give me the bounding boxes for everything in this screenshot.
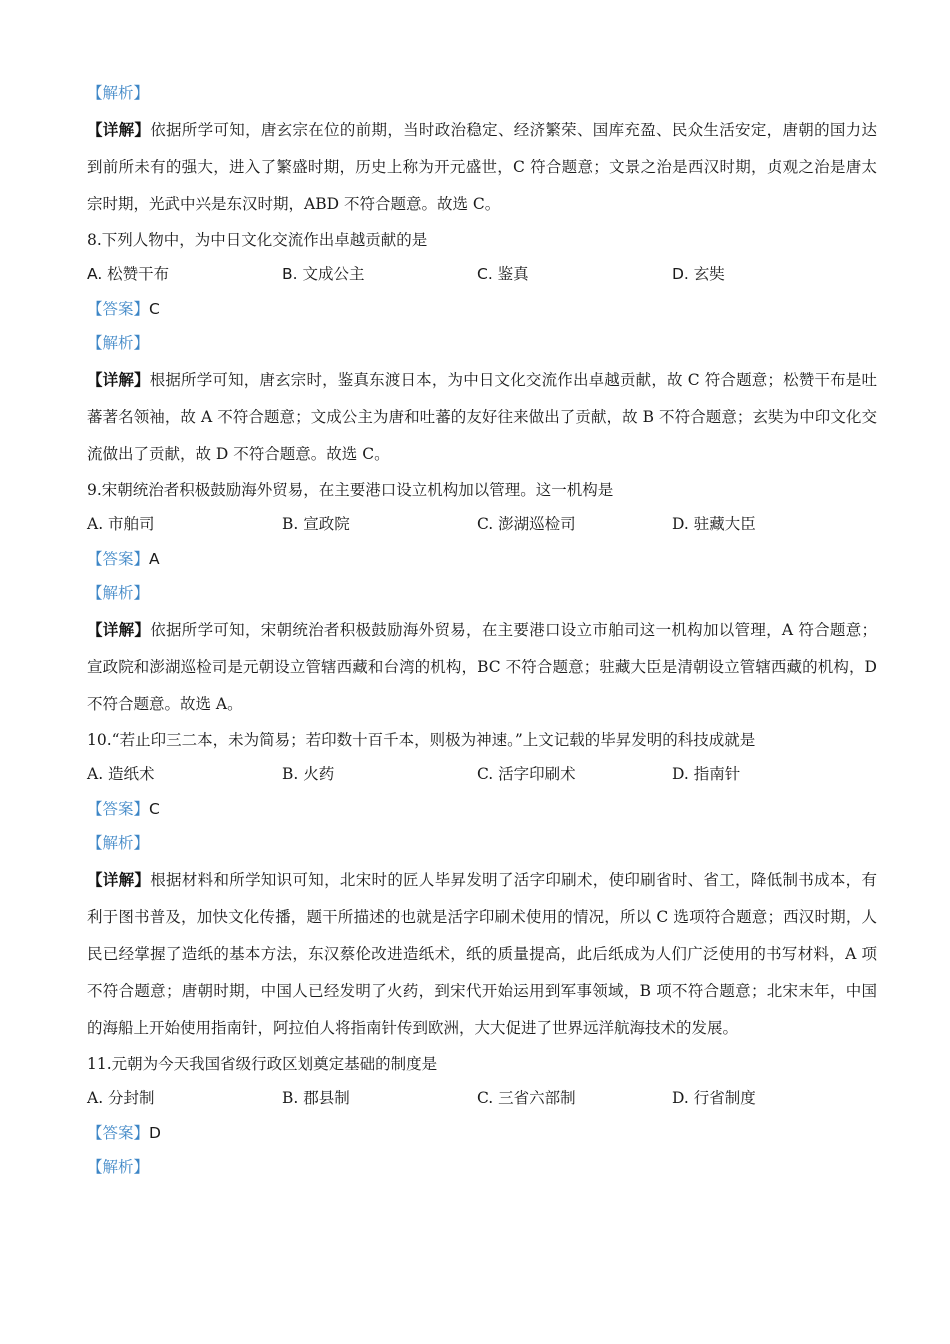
detail-paragraph <box>87 361 877 473</box>
option-a: A. 市舶司 <box>87 515 155 533</box>
analysis-label: 【解析】 <box>87 834 150 852</box>
question-9-stem: 9.宋朝统治者积极鼓励海外贸易，在主要港口设立机构加以管理。这一机构是 <box>87 480 614 499</box>
analysis-label: 【解析】 <box>87 84 150 102</box>
answer-line <box>87 1116 877 1151</box>
detail-label: 【详解】 <box>87 369 150 389</box>
answer-label: 【答案】 <box>87 299 150 318</box>
question-10-options <box>87 757 877 792</box>
detail-label: 【详解】 <box>87 869 151 889</box>
option-c: C. 鉴真 <box>477 265 529 283</box>
answer-line <box>87 542 877 577</box>
detail-paragraph <box>87 861 877 1047</box>
analysis-label: 【解析】 <box>87 334 150 352</box>
option-a: A. 造纸术 <box>87 765 155 783</box>
answer-label: 【答案】 <box>87 1123 150 1142</box>
analysis-label: 【解析】 <box>87 584 150 602</box>
answer-label: 【答案】 <box>87 549 150 568</box>
detail-paragraph <box>87 611 877 723</box>
option-b: B. 宣政院 <box>282 515 350 533</box>
detail-text: 根据所学可知，唐玄宗时，鉴真东渡日本，为中日文化交流作出卓越贡献，故 C 符合题意；松赞干布是吐蕃著名领袖，故 A 不符合题意；文成公主为唐和吐蕃的友好往来做出了贡献，故 B 不符合题意；玄奘为中印文化交流做出了贡献，故 D 不符合题意。故选 C。 <box>87 370 877 463</box>
option-b: B. 文成公主 <box>282 265 365 283</box>
answer-value: C <box>149 299 160 318</box>
option-b: B. 郡县制 <box>282 1089 350 1107</box>
option-a: A. 松赞干布 <box>87 265 170 283</box>
detail-label: 【详解】 <box>87 619 151 639</box>
detail-text: 依据所学可知，唐玄宗在位的前期，当时政治稳定、经济繁荣、国库充盈、民众生活安定，唐朝的国力达到前所未有的强大，进入了繁盛时期，历史上称为开元盛世，C 符合题意；文景之治是西汉时期，贞观之治是唐太宗时期，光武中兴是东汉时期，ABD 不符合题意。故选 C。 <box>87 120 877 213</box>
answer-label: 【答案】 <box>87 799 150 818</box>
option-d: D. 指南针 <box>672 765 741 783</box>
answer-line <box>87 792 877 827</box>
answer-value: C <box>149 799 160 818</box>
option-d: D. 驻藏大臣 <box>672 515 756 533</box>
detail-label: 【详解】 <box>87 119 151 139</box>
detail-text: 依据所学可知，宋朝统治者积极鼓励海外贸易，在主要港口设立市舶司这一机构加以管理，A 符合题意；宣政院和澎湖巡检司是元朝设立管辖西藏和台湾的机构，BC 不符合题意；驻藏大臣是清朝设立管辖西藏的机构，D 不符合题意。故选 A。 <box>87 620 877 713</box>
question-11-stem: 11.元朝为今天我国省级行政区划奠定基础的制度是 <box>87 1054 438 1073</box>
detail-paragraph <box>87 111 877 223</box>
answer-line <box>87 292 877 327</box>
question-9-options <box>87 507 877 542</box>
option-c: C. 活字印刷术 <box>477 765 576 783</box>
question-8-options <box>87 257 877 292</box>
option-d: D. 行省制度 <box>672 1089 756 1107</box>
option-a: A. 分封制 <box>87 1089 155 1107</box>
document-content <box>87 76 877 1185</box>
answer-value: A <box>149 549 160 568</box>
detail-text: 根据材料和所学知识可知，北宋时的匠人毕昇发明了活字印刷术，使印刷省时、省工，降低制书成本，有利于图书普及，加快文化传播，题干所描述的也就是活字印刷术使用的情况，所以 C 选项符合题意；西汉时期，人民已经掌握了造纸的基本方法，东汉蔡伦改进造纸术，纸的质量提高，此后纸成为人们广泛使用的书写材料，A 项不符合题意；唐朝时期，中国人已经发明了火药，到宋代开始运用到军事领域，B 项不符合题意；北宋末年，中国的海船上开始使用指南针，阿拉伯人将指南针传到欧洲，大大促进了世界远洋航海技术的发展。 <box>87 870 877 1037</box>
option-c: C. 澎湖巡检司 <box>477 515 576 533</box>
question-8-stem: 8.下列人物中，为中日文化交流作出卓越贡献的是 <box>87 230 428 249</box>
question-11-options <box>87 1081 877 1116</box>
option-d: D. 玄奘 <box>672 265 725 283</box>
option-b: B. 火药 <box>282 765 335 783</box>
question-10-stem: 10.“若止印三二本，未为简易；若印数十百千本，则极为神速。”上文记载的毕昇发明的科技成就是 <box>87 730 756 749</box>
option-c: C. 三省六部制 <box>477 1089 576 1107</box>
answer-value: D <box>149 1123 161 1142</box>
analysis-label: 【解析】 <box>87 1158 150 1176</box>
